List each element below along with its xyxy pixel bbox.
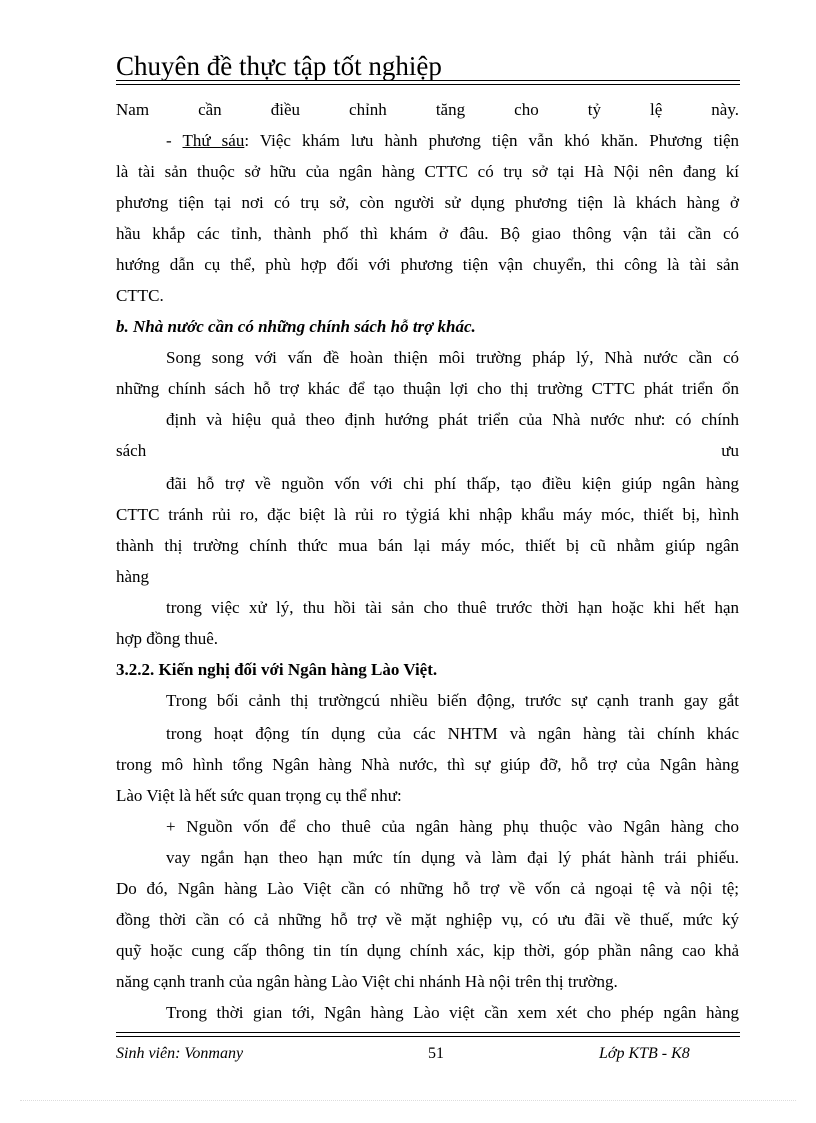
section-heading: 3.2.2. Kiến nghị đối với Ngân hàng Lào Việt. bbox=[116, 660, 438, 679]
page-bottom-border bbox=[20, 1100, 796, 1101]
text-line: trong hoạt động tín dụng của các NHTM và ngân hàng tài chính khác bbox=[166, 724, 739, 743]
footer-student: Sinh viên: Vonmany bbox=[116, 1045, 244, 1062]
item-text: : Việc khám lưu hành phương tiện vẫn khó khăn. Phương tiện bbox=[244, 131, 739, 150]
text-line: hướng dẫn cụ thể, phù hợp đối với phương tiện vận chuyển, thi công là tài sản bbox=[116, 255, 739, 274]
header-rule bbox=[116, 80, 740, 81]
text-line: quỹ hoặc cung cấp thông tin tín dụng chính xác, kịp thời, góp phần nâng cao khả bbox=[116, 941, 739, 960]
text-line: Nam cần điều chỉnh tăng cho tỷ lệ này. bbox=[116, 100, 739, 119]
item-label: Thứ sáu bbox=[182, 131, 245, 150]
page-number: 51 bbox=[428, 1045, 444, 1062]
text-line: thành thị trường chính thức mua bán lại máy móc, thiết bị cũ nhằm giúp ngân bbox=[116, 536, 739, 555]
text-line: năng cạnh tranh của ngân hàng Lào Việt chi nhánh Hà nội trên thị trường. bbox=[116, 972, 618, 991]
text-line: Song song với vấn đề hoàn thiện môi trường pháp lý, Nhà nước cần có bbox=[166, 348, 739, 367]
text-line: vay ngắn hạn theo hạn mức tín dụng và làm đại lý phát hành trái phiếu. bbox=[166, 848, 739, 867]
text-line: CTTC tránh rủi ro, đặc biệt là rủi ro tỷgiá khi nhập khẩu máy móc, thiết bị, hình bbox=[116, 505, 739, 524]
section-heading: b. Nhà nước cần có những chính sách hỗ trợ khác. bbox=[116, 317, 476, 336]
header-rule-inner bbox=[116, 84, 740, 85]
text-line: Trong bối cảnh thị trườngcú nhiều biến động, trước sự cạnh tranh gay gắt bbox=[166, 691, 739, 710]
word: sách bbox=[116, 441, 147, 460]
word: ưu bbox=[721, 441, 739, 460]
text-line: Lào Việt là hết sức quan trọng cụ thể như: bbox=[116, 786, 402, 805]
text-line: Do đó, Ngân hàng Lào Việt cần có những hỗ trợ về vốn cả ngoại tệ và nội tệ; bbox=[116, 879, 739, 898]
footer-rule bbox=[116, 1036, 740, 1037]
text-line: phương tiện tại nơi có trụ sở, còn người sử dụng phương tiện là khách hàng ở bbox=[116, 193, 739, 212]
text-line: định và hiệu quả theo định hướng phát triển của Nhà nước như: có chính bbox=[166, 410, 739, 429]
footer-class: Lớp KTB - K8 bbox=[599, 1045, 690, 1062]
page-header-title: Chuyên đề thực tập tốt nghiệp bbox=[116, 51, 442, 81]
text-line: những chính sách hỗ trợ khác để tạo thuận lợi cho thị trường CTTC phát triển ổn bbox=[116, 379, 739, 398]
text-line bbox=[116, 440, 739, 462]
text-line: + Nguồn vốn để cho thuê của ngân hàng phụ thuộc vào Ngân hàng cho bbox=[166, 817, 739, 836]
text-line: hợp đồng thuê. bbox=[116, 629, 219, 648]
text-line: Trong thời gian tới, Ngân hàng Lào việt cần xem xét cho phép ngân hàng bbox=[166, 1003, 739, 1022]
footer-rule-inner bbox=[116, 1032, 740, 1033]
text-line: - Thứ sáu: Việc khám lưu hành phương tiện vẫn khó khăn. Phương tiện bbox=[166, 131, 739, 150]
text-line: là tài sản thuộc sở hữu của ngân hàng CTTC có trụ sở tại Hà Nội nên đang kí bbox=[116, 162, 739, 181]
text-line: trong việc xử lý, thu hồi tài sản cho thuê trước thời hạn hoặc khi hết hạn bbox=[166, 598, 739, 617]
text-line: đãi hỗ trợ về nguồn vốn với chi phí thấp, tạo điều kiện giúp ngân hàng bbox=[166, 474, 739, 493]
text-line: CTTC. bbox=[116, 286, 164, 305]
text-line: trong mô hình tổng Ngân hàng Nhà nước, thì sự giúp đỡ, hỗ trợ của Ngân hàng bbox=[116, 755, 739, 774]
text-line: đồng thời cần có cả những hỗ trợ về mặt nghiệp vụ, có ưu đãi về thuế, mức ký bbox=[116, 910, 739, 929]
text-line: hầu khắp các tỉnh, thành phố thì khám ở đâu. Bộ giao thông vận tải cần có bbox=[116, 224, 739, 243]
text-line: hàng bbox=[116, 567, 150, 586]
